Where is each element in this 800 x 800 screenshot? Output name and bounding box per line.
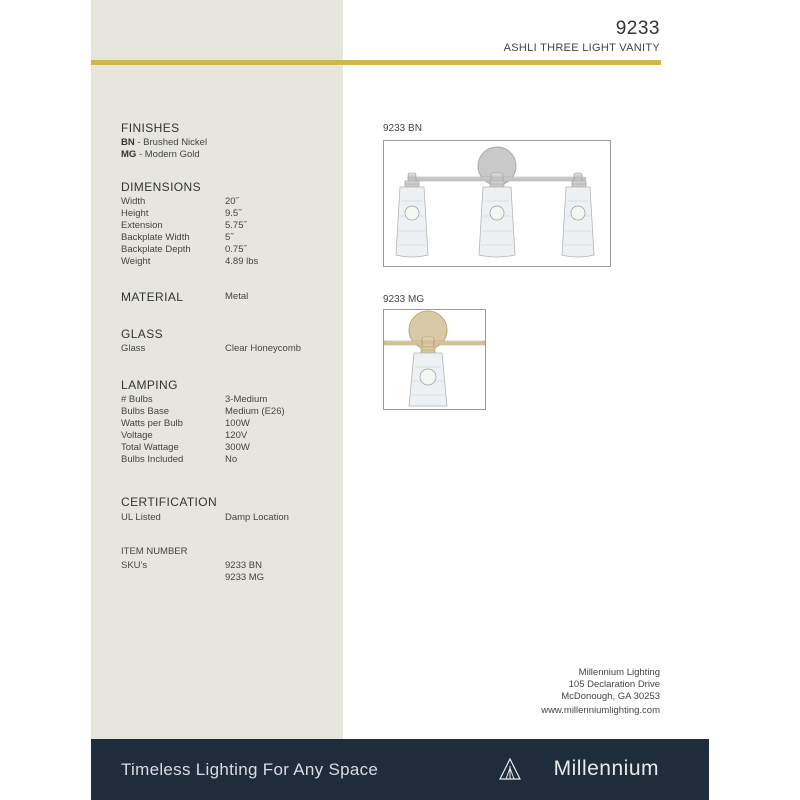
footer-banner — [91, 739, 709, 800]
dimension-value: 0.75˝ — [225, 244, 247, 255]
sku-value: 9233 MG — [225, 572, 265, 583]
finish-label: - Modern Gold — [136, 149, 200, 160]
dimension-value: 9.5˝ — [225, 208, 242, 219]
dimension-value: 5.75˝ — [225, 220, 247, 231]
vanity-fixture-bn-illustration — [384, 141, 610, 266]
glass-title: GLASS — [121, 327, 164, 341]
certification-value: Damp Location — [225, 512, 289, 523]
finish-code: BN — [121, 137, 135, 148]
lamping-value: 3-Medium — [225, 394, 268, 405]
model-number: 9233 — [615, 18, 660, 39]
vanity-fixture-mg-illustration — [384, 310, 485, 409]
lamping-value: 100W — [225, 418, 250, 429]
lamping-title: LAMPING — [121, 378, 178, 392]
item-number-title: ITEM NUMBER — [121, 546, 188, 557]
product-image-mg — [383, 309, 486, 410]
product-image-bn — [383, 140, 611, 267]
model-name: ASHLI THREE LIGHT VANITY — [503, 42, 660, 54]
finish-code: MG — [121, 149, 137, 160]
lamping-label: Watts per Bulb — [121, 418, 183, 429]
company-name: Millennium Lighting — [578, 667, 660, 678]
sku-label: SKU's — [121, 560, 148, 571]
lamping-value: 300W — [225, 442, 250, 453]
finishes-title: FINISHES — [121, 121, 180, 135]
certification-title: CERTIFICATION — [121, 495, 218, 509]
lamping-value: 120V — [225, 430, 248, 441]
footer-tagline: Timeless Lighting For Any Space — [121, 760, 379, 779]
dimensions-title: DIMENSIONS — [121, 180, 202, 194]
certification-label: UL Listed — [121, 512, 161, 523]
lamping-label: Bulbs Base — [121, 406, 170, 417]
dimension-value: 20˝ — [225, 196, 239, 207]
company-street: 105 Declaration Drive — [568, 679, 660, 690]
spec-sidebar — [91, 0, 343, 739]
dimension-label: Height — [121, 208, 149, 219]
lamping-label: # Bulbs — [121, 394, 153, 405]
company-website[interactable]: www.millenniumlighting.com — [541, 705, 660, 716]
footer-brand: Millennium — [553, 757, 659, 780]
glass-value: Clear Honeycomb — [225, 343, 302, 354]
lamping-label: Total Wattage — [121, 442, 179, 453]
lamping-label: Voltage — [121, 430, 153, 441]
finish-bn — [121, 137, 207, 148]
dimension-value: 4.89 lbs — [225, 256, 259, 267]
millennium-logo-icon — [499, 758, 521, 780]
dimension-label: Weight — [121, 256, 151, 267]
dimension-label: Backplate Width — [121, 232, 190, 243]
dimension-label: Extension — [121, 220, 163, 231]
dimension-label: Width — [121, 196, 146, 207]
lamping-label: Bulbs Included — [121, 454, 184, 465]
finish-mg — [121, 149, 200, 160]
image-label-bn: 9233 BN — [383, 123, 422, 134]
material-title: MATERIAL — [121, 290, 184, 304]
image-label-mg: 9233 MG — [383, 294, 425, 305]
dimension-label: Backplate Depth — [121, 244, 191, 255]
lamping-value: Medium (E26) — [225, 406, 285, 417]
sku-value: 9233 BN — [225, 560, 262, 571]
company-city: McDonough, GA 30253 — [561, 691, 660, 702]
glass-label: Glass — [121, 343, 146, 354]
gold-divider — [91, 60, 661, 65]
dimension-value: 5˝ — [225, 232, 234, 243]
lamping-value: No — [225, 454, 238, 465]
material-value: Metal — [225, 291, 249, 302]
finish-label: - Brushed Nickel — [134, 137, 208, 148]
